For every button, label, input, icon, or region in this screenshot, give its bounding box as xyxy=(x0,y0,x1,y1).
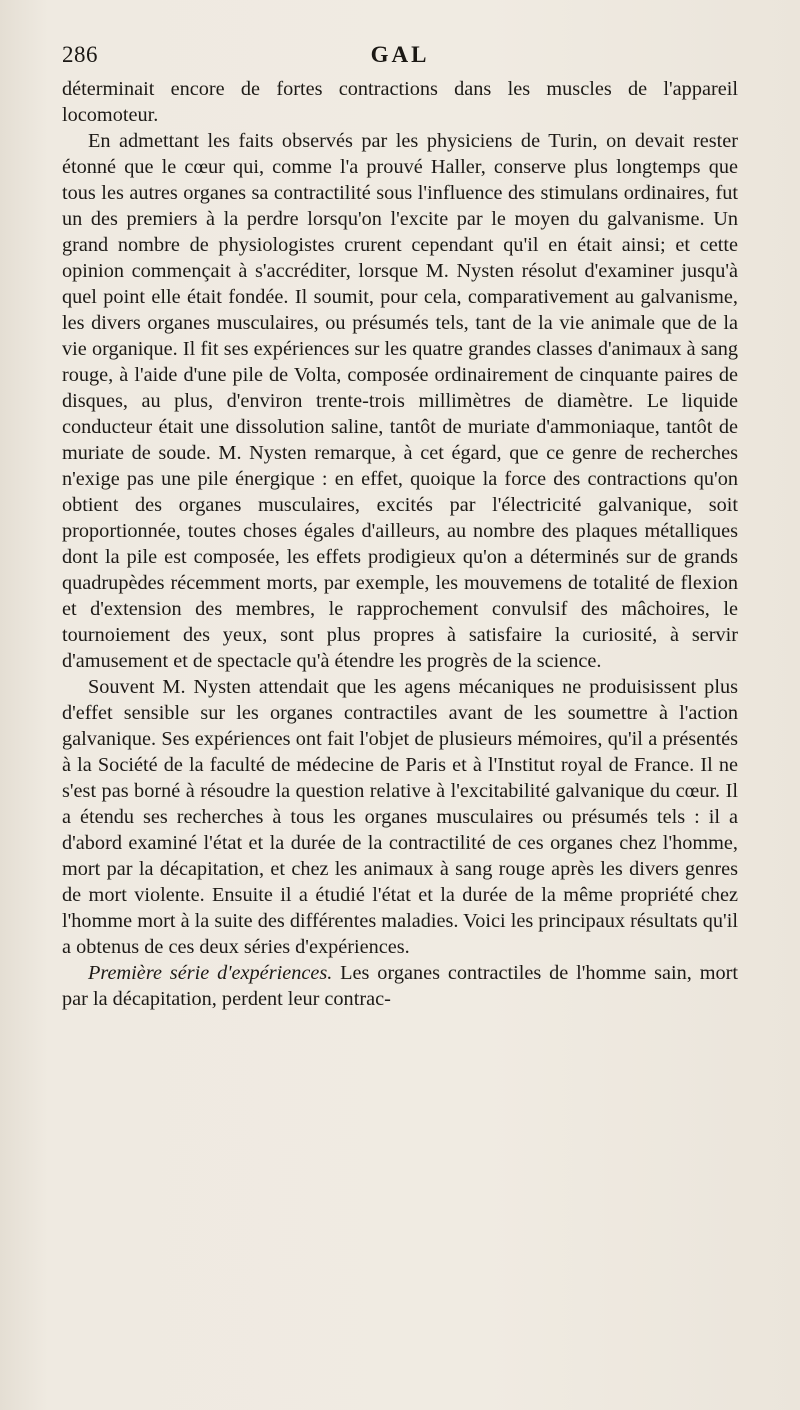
paragraph-text: Les organes contractiles de l'homme sain, mort par la décapitation, perdent leur contrac- xyxy=(62,962,739,1010)
page-header xyxy=(62,42,738,76)
paragraph-first-series xyxy=(62,960,738,1012)
paragraph-text: En admettant les faits observés par les physiciens de Turin, on devait rester étonné que le cœur qui, comme l'a prouvé Haller, conserve plus longtemps que tous les autres organes sa contractilité sous l'influence des stimulans ordinaires, fut un des premiers à la perdre lorsqu'on l'excite par le moyen du galvanisme. Un grand nombre de physiologistes crurent cependant qu'il en était ainsi; et cette opinion commençait à s'accréditer, lorsque M. Nysten résolut d'examiner jusqu'à quel point elle était fondée. Il soumit, pour cela, comparativement au galvanisme, les divers organes musculaires, ou présumés tels, tant de la vie animale que de la vie organique. Il fit ses expériences sur les quatre grandes classes d'animaux à sang rouge, à l'aide d'une pile de Volta, composée ordinairement de cinquante paires de disques, au plus, d'environ trente-trois millimètres de diamètre. Le liquide conducteur était une dissolution saline, tantôt de muriate d'ammoniaque, tantôt de muriate de soude. M. Nysten remarque, à cet égard, que ce genre de recherches n'exige pas une pile énergique : en effet, quoique la force des contractions qu'on obtient des organes musculaires, excités par l'électricité galvanique, soit proportionnée, toutes choses égales d'ailleurs, au nombre des plaques métalliques dont la pile est composée, les effets prodigieux qu'on a déterminés sur de grands quadrupèdes récemment morts, par exemple, les mouvemens de totalité de flexion et d'extension des membres, le rapprochement convulsif des mâchoires, le tournoiement des yeux, sont plus propres à satisfaire la curiosité, à servir d'amusement et de spectacle qu'à étendre les progrès de la science. xyxy=(62,130,738,672)
paragraph-continuation xyxy=(62,76,738,128)
page-number: 286 xyxy=(62,42,98,67)
paragraph-text: déterminait encore de fortes contractions dans les muscles de l'appareil locomoteur. xyxy=(62,78,738,126)
running-head: GAL xyxy=(370,42,430,67)
paragraph-nysten-research xyxy=(62,674,738,960)
paragraph-text: Souvent M. Nysten attendait que les agens mécaniques ne produisissent plus d'effet sensible sur les organes contractiles avant de les soumettre à l'action galvanique. Ses expériences ont fait l'objet de plusieurs mémoires, qu'il a présentés à la Société de la faculté de médecine de Paris et à l'Institut royal de France. Il ne s'est pas borné à résoudre la question relative à l'excitabilité galvanique du cœur. Il a étendu ses recherches à tous les organes musculaires ou présumés tels : il a d'abord examiné l'état et la durée de la contractilité de ces organes chez l'homme, mort par la décapitation, et chez les animaux à sang rouge après les divers genres de mort violente. Ensuite il a étudié l'état et la durée de la même propriété chez l'homme mort à la suite des différentes maladies. Voici les principaux résultats qu'il a obtenus de ces deux séries d'expériences. xyxy=(62,676,738,958)
section-heading-italic: Première série d'expériences. xyxy=(88,962,333,984)
paragraph-turin-experiments xyxy=(62,128,738,674)
body-text xyxy=(62,76,738,1012)
